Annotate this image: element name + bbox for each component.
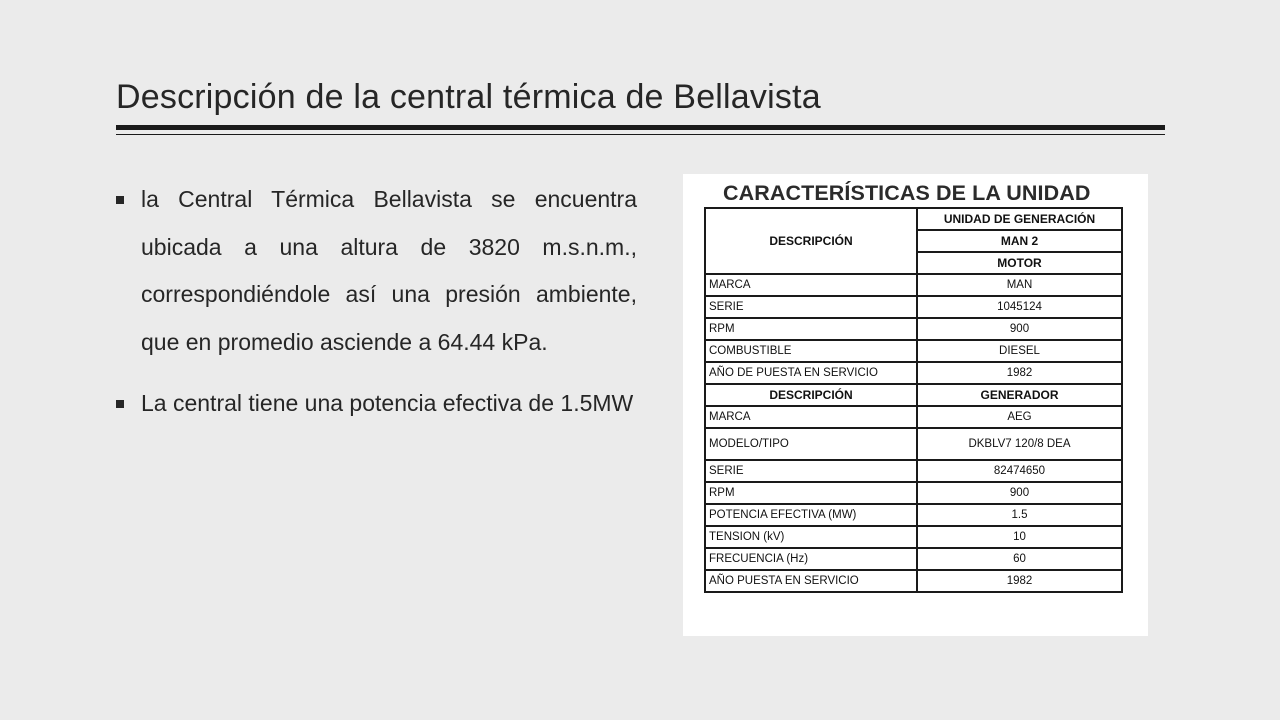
row-label: RPM <box>705 482 917 504</box>
row-label: MARCA <box>705 274 917 296</box>
row-value: 10 <box>917 526 1122 548</box>
row-label: AÑO DE PUESTA EN SERVICIO <box>705 362 917 384</box>
row-label: SERIE <box>705 460 917 482</box>
table-row <box>705 340 1122 362</box>
title-underline-thick <box>116 125 1165 130</box>
table-row <box>705 570 1122 592</box>
table-row <box>705 362 1122 384</box>
row-label: AÑO PUESTA EN SERVICIO <box>705 570 917 592</box>
row-value: 1.5 <box>917 504 1122 526</box>
table-row <box>705 460 1122 482</box>
table-header-row <box>705 384 1122 406</box>
bullet-list <box>116 176 637 442</box>
header-motor: MOTOR <box>917 252 1122 274</box>
row-label: COMBUSTIBLE <box>705 340 917 362</box>
row-value: 900 <box>917 482 1122 504</box>
title-underline-thin <box>116 134 1165 135</box>
square-bullet-icon <box>116 196 124 204</box>
row-value: 1045124 <box>917 296 1122 318</box>
row-value: 1982 <box>917 362 1122 384</box>
header-description: DESCRIPCIÓN <box>705 384 917 406</box>
specs-table-title: CARACTERÍSTICAS DE LA UNIDAD <box>723 181 1091 205</box>
row-value: DKBLV7 120/8 DEA <box>917 428 1122 460</box>
row-value: AEG <box>917 406 1122 428</box>
row-value: 1982 <box>917 570 1122 592</box>
slide-title: Descripción de la central térmica de Bellavista <box>116 78 821 116</box>
table-header-row <box>705 208 1122 230</box>
table-row <box>705 428 1122 460</box>
table-row <box>705 504 1122 526</box>
row-value: MAN <box>917 274 1122 296</box>
row-label: POTENCIA EFECTIVA (MW) <box>705 504 917 526</box>
row-label: SERIE <box>705 296 917 318</box>
header-unit-name: MAN 2 <box>917 230 1122 252</box>
bullet-text: La central tiene una potencia efectiva de 1.5MW <box>141 390 634 416</box>
table-row <box>705 548 1122 570</box>
row-value: DIESEL <box>917 340 1122 362</box>
specs-table <box>704 207 1123 593</box>
row-value: 900 <box>917 318 1122 340</box>
header-description: DESCRIPCIÓN <box>705 208 917 274</box>
table-row <box>705 526 1122 548</box>
square-bullet-icon <box>116 400 124 408</box>
row-label: TENSION (kV) <box>705 526 917 548</box>
table-row <box>705 274 1122 296</box>
row-label: FRECUENCIA (Hz) <box>705 548 917 570</box>
row-value: 60 <box>917 548 1122 570</box>
bullet-text: la Central Térmica Bellavista se encuentra ubicada a una altura de 3820 m.s.n.m., correspondiéndole así una presión ambiente, que en promedio asciende a 64.44 kPa. <box>141 186 637 355</box>
header-generator: GENERADOR <box>917 384 1122 406</box>
table-row <box>705 318 1122 340</box>
row-label: MODELO/TIPO <box>705 428 917 460</box>
row-label: MARCA <box>705 406 917 428</box>
row-label: RPM <box>705 318 917 340</box>
table-row <box>705 296 1122 318</box>
table-row <box>705 406 1122 428</box>
bullet-item-altitude <box>116 176 637 366</box>
table-row <box>705 482 1122 504</box>
bullet-item-power <box>116 380 637 428</box>
row-value: 82474650 <box>917 460 1122 482</box>
header-unit: UNIDAD DE GENERACIÓN <box>917 208 1122 230</box>
